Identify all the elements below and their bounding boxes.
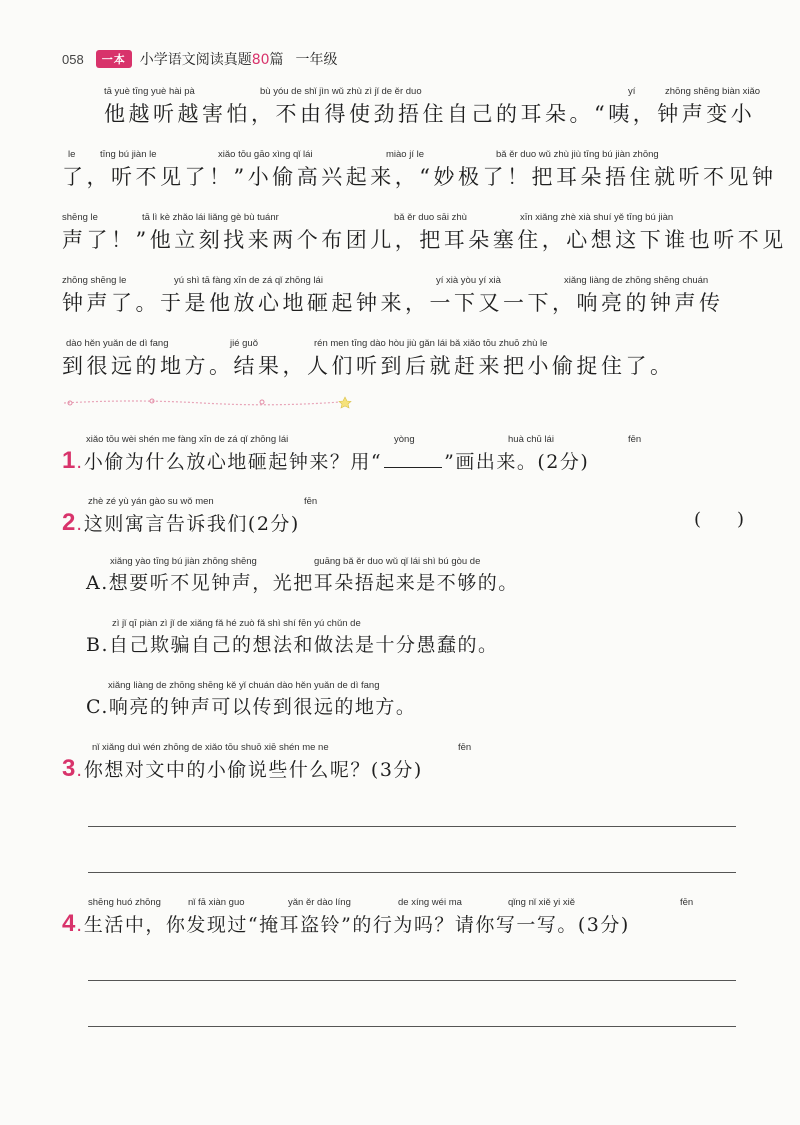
grade-label: 一年级 xyxy=(295,52,338,68)
pinyin-row xyxy=(62,84,761,100)
pinyin: fēn xyxy=(458,742,472,753)
question-dot: . xyxy=(76,914,82,936)
option-a[interactable]: A.想要听不见钟声，光把耳朵捂起来是不够的。 xyxy=(86,572,519,594)
passage-line xyxy=(62,336,742,399)
book-title xyxy=(140,49,284,69)
pinyin: nǐ fā xiàn guo xyxy=(188,897,245,908)
pinyin-row xyxy=(62,147,742,163)
pinyin: jié guǒ xyxy=(230,338,258,349)
question-2 xyxy=(62,494,752,721)
option-b[interactable]: B.自己欺骗自己的想法和做法是十分愚蠢的。 xyxy=(86,634,499,656)
pinyin: xīn xiǎng zhè xià shuí yě tīng bú jiàn xyxy=(520,212,674,223)
question-text-after: ”画出来。(2分) xyxy=(444,451,590,473)
question-text-before: 小偷为什么放心地砸起钟来？用“ xyxy=(83,451,383,473)
pinyin-row xyxy=(62,678,752,693)
pinyin-row xyxy=(62,616,752,631)
pinyin: huà chū lái xyxy=(508,434,554,445)
pinyin: zhè zé yù yán gào su wǒ men xyxy=(88,496,214,507)
question-3 xyxy=(62,740,752,784)
answer-paren[interactable]: ( ) xyxy=(693,509,744,530)
question-text-main: 这则寓言告诉我们(2分) xyxy=(83,513,300,535)
pinyin: rén men tīng dào hòu jiù gǎn lái bǎ xiǎo tōu zhuō zhù le xyxy=(314,338,548,349)
question-text-main: 你想对文中的小偷说些什么呢？(3分) xyxy=(83,759,423,781)
pinyin-row xyxy=(62,273,742,289)
pinyin-row xyxy=(62,432,752,447)
page-header xyxy=(62,46,338,72)
pinyin: yǎn ěr dào líng xyxy=(288,897,351,908)
reading-passage xyxy=(62,84,787,399)
star-icon xyxy=(339,397,351,408)
answer-line[interactable] xyxy=(88,1026,736,1027)
answer-line[interactable] xyxy=(88,826,736,827)
pinyin-row xyxy=(62,740,752,755)
question-number: 3 xyxy=(62,755,76,782)
pinyin: xiǎo tōu wèi shén me fàng xīn de zá qǐ zhōng lái xyxy=(86,434,289,445)
pinyin: de xíng wéi ma xyxy=(398,897,462,908)
passage-line xyxy=(62,210,787,273)
book-title-prefix: 小学语文阅读真题 xyxy=(139,52,252,68)
pinyin: zhōng shēng biàn xiǎo xyxy=(665,86,761,97)
pinyin: xiǎo tōu gāo xìng qǐ lái xyxy=(218,149,313,160)
passage-text: 他越听越害怕，不由得使劲捂住自己的耳朵。“咦，钟声变小 xyxy=(104,102,756,126)
answer-line[interactable] xyxy=(88,980,736,981)
passage-text: 钟声了。于是他放心地砸起钟来，一下又一下，响亮的钟声传 xyxy=(62,291,724,315)
passage-line xyxy=(62,84,761,147)
option-c[interactable]: C.响亮的钟声可以传到很远的地方。 xyxy=(86,696,417,718)
pinyin: xiǎng liàng de zhōng shēng chuán xyxy=(564,275,709,286)
pinyin-row xyxy=(62,494,752,509)
pinyin: tā lì kè zhǎo lái liǎng gè bù tuánr xyxy=(142,212,279,223)
question-text xyxy=(62,447,752,476)
pinyin-row xyxy=(62,336,742,352)
pinyin: bù yóu de shǐ jìn wǔ zhù zì jǐ de ěr duo xyxy=(260,86,422,97)
answer-line[interactable] xyxy=(88,872,736,873)
pinyin: bǎ ěr duo wǔ zhù jiù tīng bú jiàn zhōng xyxy=(496,149,659,160)
passage-text: 到很远的地方。结果，人们听到后就赶来把小偷捉住了。 xyxy=(62,354,675,378)
passage-text: 了，听不见了！”小偷高兴起来，“妙极了！把耳朵捂住就听不见钟 xyxy=(62,165,777,189)
passage-line xyxy=(62,147,777,210)
pinyin: fēn xyxy=(680,897,694,908)
pinyin: tīng bú jiàn le xyxy=(100,149,157,160)
pinyin: tā yuè tīng yuè hài pà xyxy=(104,86,195,97)
question-number: 2 xyxy=(62,509,76,536)
pinyin: xiǎng yào tīng bú jiàn zhōng shēng xyxy=(110,556,257,567)
pinyin: dào hěn yuǎn de dì fang xyxy=(66,338,169,349)
passage-line xyxy=(62,273,742,336)
pinyin: fēn xyxy=(628,434,642,445)
question-text xyxy=(62,755,752,784)
passage-text: 声了！”他立刻找来两个布团儿，把耳朵塞住，心想这下谁也听不见 xyxy=(62,228,787,252)
pinyin: yí xià yòu yí xià xyxy=(436,275,501,286)
question-4 xyxy=(62,895,752,939)
pinyin: yòng xyxy=(394,434,415,445)
pinyin: le xyxy=(68,149,76,160)
pinyin-row xyxy=(62,210,742,226)
brand-logo: 一本 xyxy=(96,50,132,68)
book-title-suffix: 篇 xyxy=(269,52,284,68)
answer-blank[interactable] xyxy=(384,447,442,468)
pinyin: fēn xyxy=(304,496,318,507)
pinyin: shēng le xyxy=(62,212,98,223)
question-dot: . xyxy=(76,513,82,535)
pinyin-row xyxy=(62,554,752,569)
question-text-main: 生活中，你发现过“掩耳盗铃”的行为吗？请你写一写。(3分) xyxy=(83,914,630,936)
question-number: 4 xyxy=(62,910,76,937)
pinyin: xiǎng liàng de zhōng shēng kě yǐ chuán dào hěn yuǎn de dì fang xyxy=(108,680,380,691)
pinyin: miào jí le xyxy=(386,149,425,160)
pinyin: guāng bǎ ěr duo wǔ qǐ lái shì bú gòu de xyxy=(314,556,481,567)
page-number: 058 xyxy=(62,51,84,67)
decorative-divider xyxy=(62,395,352,409)
pinyin: qǐng nǐ xiě yi xiě xyxy=(508,897,576,908)
pinyin: bǎ ěr duo sāi zhù xyxy=(394,212,467,223)
pinyin: nǐ xiǎng duì wén zhōng de xiǎo tōu shuō xiē shén me ne xyxy=(92,742,329,753)
pinyin: zì jǐ qī piàn zì jǐ de xiǎng fǎ hé zuò fǎ shì shí fēn yú chǔn de xyxy=(112,618,361,629)
book-title-number: 80 xyxy=(251,52,270,68)
question-dot: . xyxy=(76,759,82,781)
pinyin: yú shì tā fàng xīn de zá qǐ zhōng lái xyxy=(174,275,323,286)
pinyin-row xyxy=(62,895,752,910)
question-text xyxy=(62,509,752,538)
question-number: 1 xyxy=(62,447,76,474)
pinyin: shēng huó zhōng xyxy=(88,897,161,908)
question-1 xyxy=(62,432,752,476)
pinyin: zhōng shēng le xyxy=(62,275,127,286)
pinyin: yí xyxy=(628,86,636,97)
question-text xyxy=(62,910,752,939)
question-dot: . xyxy=(76,451,82,473)
